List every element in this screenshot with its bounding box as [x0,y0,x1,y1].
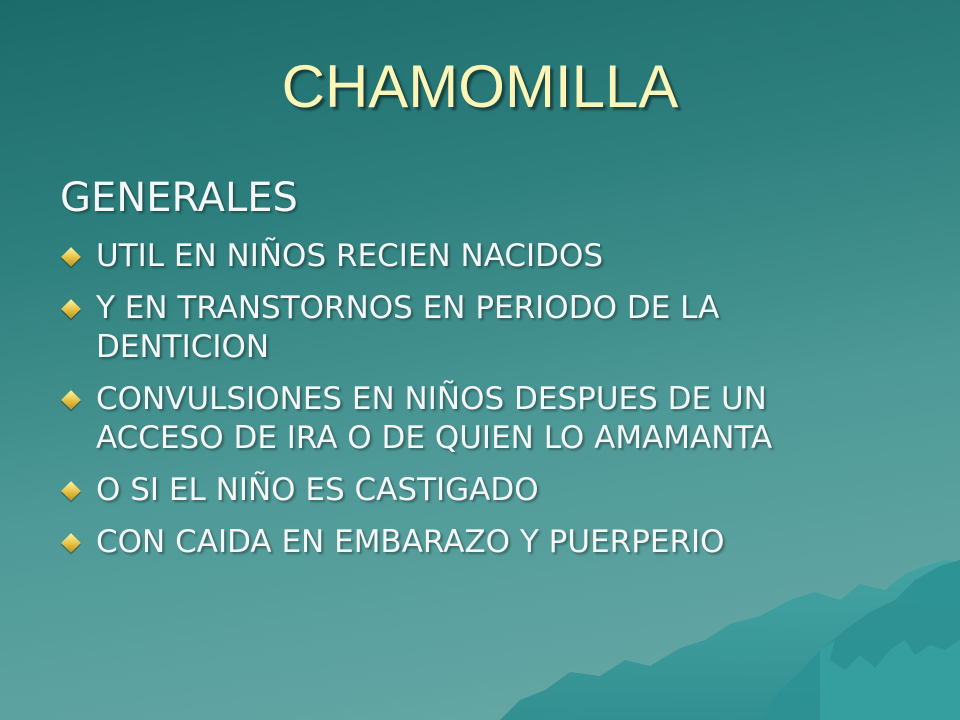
diamond-bullet-icon [61,299,81,319]
section-heading: GENERALES [60,175,298,221]
diamond-bullet-icon [61,390,81,410]
bullet-list [60,237,880,575]
slide-title: CHAMOMILLA [281,53,679,120]
list-item [60,471,880,510]
bullet-text: Y EN TRANSTORNOS EN PERIODO DE LA DENTICION [96,290,720,365]
list-item [60,523,880,562]
diamond-bullet-icon [61,481,81,501]
list-item [60,289,880,367]
list-item [60,237,880,276]
bullet-text: CON CAIDA EN EMBARAZO Y PUERPERIO [96,524,725,560]
bullet-text: UTIL EN NIÑOS RECIEN NACIDOS [96,238,604,274]
diamond-bullet-icon [61,247,81,267]
diamond-bullet-icon [61,533,81,553]
list-item [60,380,880,458]
bullet-text: O SI EL NIÑO ES CASTIGADO [96,472,539,508]
bullet-text: CONVULSIONES EN NIÑOS DESPUES DE UN ACCESO DE IRA O DE QUIEN LO AMAMANTA [96,381,773,456]
